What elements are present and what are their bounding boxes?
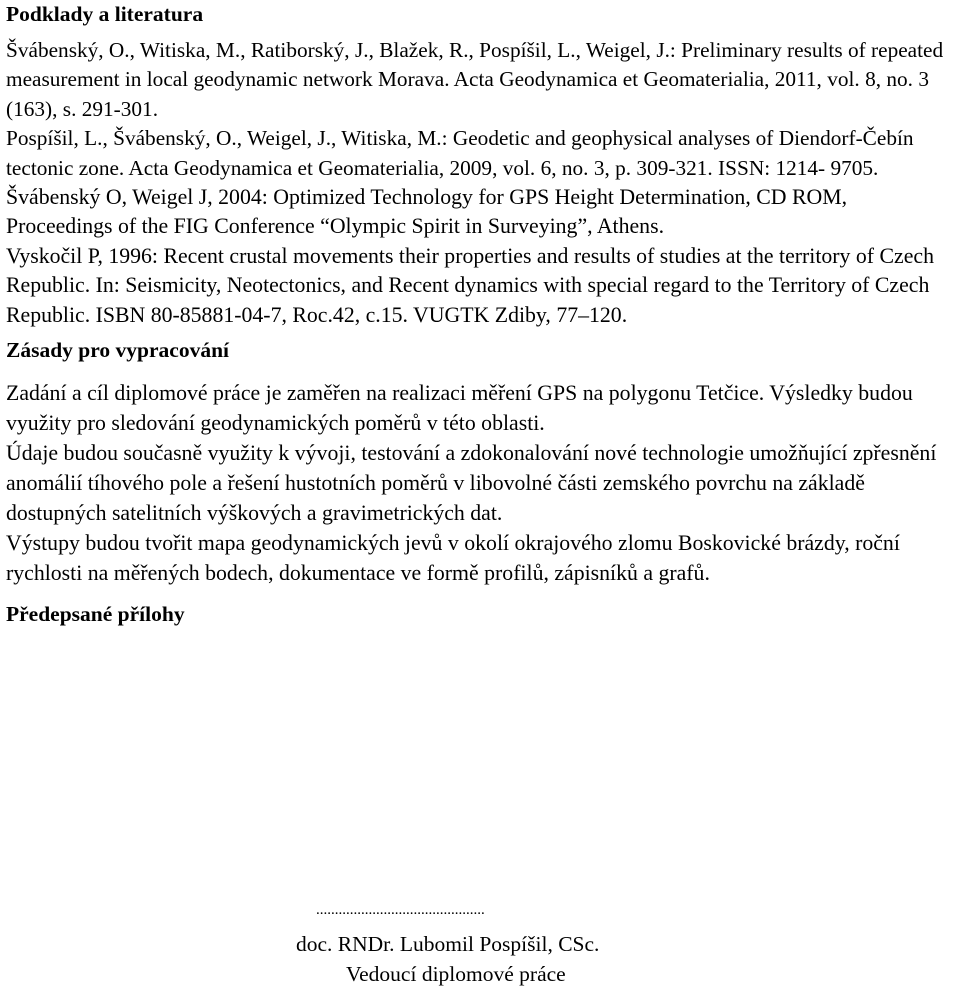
- supervisor-name: doc. RNDr. Lubomil Pospíšil, CSc.: [296, 932, 600, 956]
- guidelines-paragraph: Údaje budou současně využity k vývoji, testování a zdokonalování nové technologie umožňující zpřesnění anomálií tíhového pole a řešení hustotních poměrů v libovolné části zemského povrchu na základě dostupných satelitních výškových a gravimetrických dat.: [6, 441, 937, 526]
- supervisor-role: Vedoucí diplomové práce: [346, 962, 566, 986]
- guidelines-body: [6, 378, 954, 588]
- reference-item: Švábenský O, Weigel J, 2004: Optimized Technology for GPS Height Determination, CD ROM, Proceedings of the FIG Conference “Olympic Spirit in Surveying”, Athens.: [6, 185, 848, 239]
- guidelines-heading: Zásady pro vypracování: [6, 338, 229, 363]
- literature-heading: Podklady a literatura: [6, 2, 204, 26]
- reference-list: [6, 36, 954, 330]
- attachments-heading: Předepsané přílohy: [6, 602, 185, 627]
- document-page: [6, 0, 954, 629]
- reference-item: Švábenský, O., Witiska, M., Ratiborský, J., Blažek, R., Pospíšil, L., Weigel, J.: Preliminary results of repeated measurement in local geodynamic network Morava. Acta Geodynamica et Geomaterialia, 2011, vol. 8, no. 3 (163), s. 291-301.: [6, 38, 944, 121]
- guidelines-paragraph: Zadání a cíl diplomové práce je zaměřen na realizaci měření GPS na polygonu Tetčice. Výsledky budou využity pro sledování geodynamických poměrů v této oblasti.: [6, 381, 913, 436]
- reference-item: Vyskočil P, 1996: Recent crustal movements their properties and results of studies at the territory of Czech Republic. In: Seismicity, Neotectonics, and Recent dynamics with special regard to the Territory of Czech Republic. ISBN 80-85881-04-7, Roc.42, c.15. VUGTK Zdiby, 77–120.: [6, 243, 934, 327]
- signature-line: .............................................: [316, 902, 485, 918]
- reference-item: Pospíšil, L., Švábenský, O., Weigel, J., Witiska, M.: Geodetic and geophysical analyses of Diendorf-Čebín tectonic zone. Acta Geodynamica et Geomaterialia, 2009, vol. 6, no. 3, p. 309-321. ISSN: 1214- 9705.: [6, 126, 914, 180]
- guidelines-paragraph: Výstupy budou tvořit mapa geodynamických jevů v okolí okrajového zlomu Boskovické brázdy, roční rychlosti na měřených bodech, dokumentace ve formě profilů, zápisníků a grafů.: [6, 531, 900, 586]
